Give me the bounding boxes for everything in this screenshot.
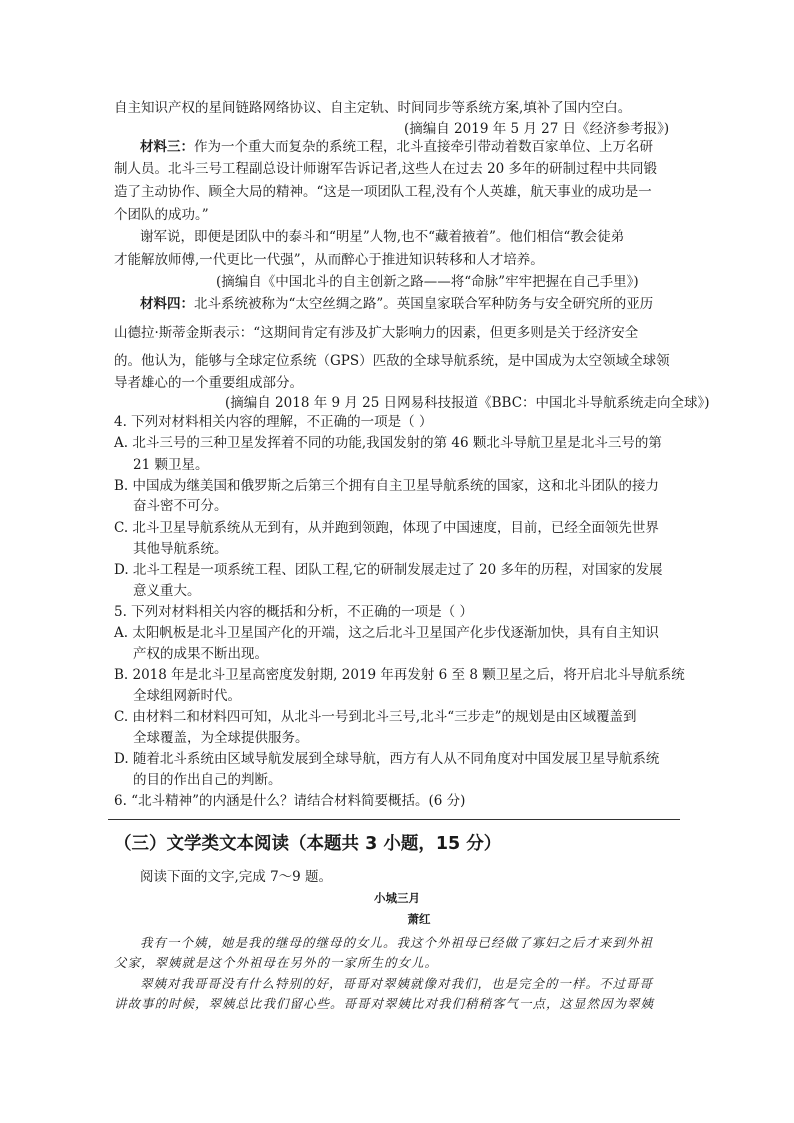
passage-line: 的。他认为，能够与全球定位系统（GPS）匹敌的全球导航系统，是中国成为太空领域全球领 — [114, 353, 670, 369]
option-b-cont: 全球组网新时代。 — [133, 688, 241, 704]
story-line: 我有一个姨，她是我的继母的继母的女儿。我这个外祖母已经做了寡妇之后才来到外祖 — [140, 935, 654, 950]
option-a: A. 太阳帆板是北斗卫星国产化的开端，这之后北斗卫星国产化步伐逐渐加快，具有自主知识 — [114, 625, 659, 641]
material-label: 材料四： — [140, 296, 194, 312]
passage-text: 北斗系统被称为“太空丝绸之路”。英国皇家联合军种防务与安全研究所的亚历 — [194, 296, 654, 312]
passage-text: 作为一个重大而复杂的系统工程，北斗直接牵引带动着数百家单位、上万名研 — [194, 139, 653, 155]
passage-line: 导者雄心的一个重要组成部分。 — [114, 375, 303, 391]
option-c-cont: 全球覆盖，为全球提供服务。 — [133, 730, 309, 746]
option-c-cont: 其他导航系统。 — [133, 541, 228, 557]
material-label: 材料三： — [140, 139, 194, 155]
question-5-stem: 5. 下列对材料相关内容的概括和分析，不正确的一项是（ ） — [114, 604, 473, 620]
source-citation: (摘编自 2018 年 9 月 25 日网易科技报道《BBC：中国北斗导航系统走向全球》) — [225, 395, 710, 411]
option-d: D. 随着北斗系统由区域导航发展到全球导航，西方有人从不同角度对中国发展卫星导航系统 — [114, 751, 660, 767]
option-c: C. 北斗卫星导航系统从无到有，从并跑到领跑，体现了中国速度，目前，已经全面领先世界 — [114, 520, 659, 536]
story-line: 翠姨对我哥哥没有什么特别的好，哥哥对翠姨就像对我们，也是完全的一样。不过哥哥 — [140, 976, 654, 991]
option-a-cont: 21 颗卫星。 — [133, 457, 209, 473]
story-line: 父家，翠姨就是这个外祖母在另外的一家所生的女儿。 — [114, 955, 439, 970]
passage-line: 造了主动协作、顾全大局的精神。“这是一项团队工程,没有个人英雄，航天事业的成功是一 — [114, 184, 652, 200]
passage-line: 才能解放师傅,一代更比一代强”，从而醉心于推进知识转移和人才培养。 — [114, 252, 544, 268]
option-c: C. 由材料二和材料四可知，从北斗一号到北斗三号,北斗“三步走”的规划是由区域覆盖到 — [114, 709, 637, 725]
story-line: 讲故事的时候，翠姨总比我们留心些。哥哥对翠姨比对我们稍稍客气一点，这显然因为翠姨 — [114, 996, 655, 1011]
material-three-line — [140, 138, 653, 156]
option-b-cont: 奋斗密不可分。 — [133, 498, 228, 514]
question-6-stem: 6. “北斗精神”的内涵是什么？请结合材料简要概括。(6 分) — [114, 793, 466, 809]
story-title: 小城三月 — [374, 891, 420, 905]
option-d-cont: 意义重大。 — [133, 583, 201, 599]
story-author: 萧红 — [407, 912, 431, 926]
option-a: A. 北斗三号的三种卫星发挥着不同的功能,我国发射的第 46 颗北斗导航卫星是北斗三号的第 — [114, 435, 662, 451]
passage-line: 制人员。北斗三号工程副总设计师谢军告诉记者,这些人在过去 20 多年的研制过程中共同锻 — [114, 161, 658, 177]
option-a-cont: 产权的成果不断出现。 — [133, 646, 268, 662]
source-citation: (摘编自《中国北斗的自主创新之路——将“命脉”牢牢把握在自己手里》) — [216, 274, 639, 290]
passage-line: 谢军说，即便是团队中的泰斗和“明星”人物,也不“藏着掖着”。他们相信“教会徒弟 — [140, 229, 625, 245]
passage-line: 山德拉·斯蒂金斯表示：“这期间肯定有涉及扩大影响力的因素，但更多则是关于经济安全 — [114, 325, 639, 341]
section-heading: （三）文学类文本阅读（本题共 3 小题，15 分） — [114, 834, 502, 854]
material-four-line — [140, 295, 653, 313]
passage-line: 自主知识产权的星间链路网络协议、自主定轨、时间同步等系统方案,填补了国内空白。 — [114, 100, 632, 116]
section-divider — [108, 819, 680, 820]
reading-instruction: 阅读下面的文字,完成 7～9 题。 — [140, 869, 333, 885]
source-citation: (摘编自 2019 年 5 月 27 日《经济参考报》) — [404, 121, 670, 137]
option-b: B. 2018 年是北斗卫星高密度发射期, 2019 年再发射 6 至 8 颗卫星之后，将开启北斗导航系统 — [114, 667, 685, 683]
question-4-stem: 4. 下列对材料相关内容的理解，不正确的一项是（ ） — [114, 414, 433, 430]
option-b: B. 中国成为继美国和俄罗斯之后第三个拥有自主卫星导航系统的国家，这和北斗团队的接力 — [114, 478, 660, 494]
passage-line: 个团队的成功。” — [114, 207, 209, 223]
option-d-cont: 的目的作出自己的判断。 — [133, 772, 282, 788]
option-d: D. 北斗工程是一项系统工程、团队工程,它的研制发展走过了 20 多年的历程，对国家的发展 — [114, 562, 663, 578]
